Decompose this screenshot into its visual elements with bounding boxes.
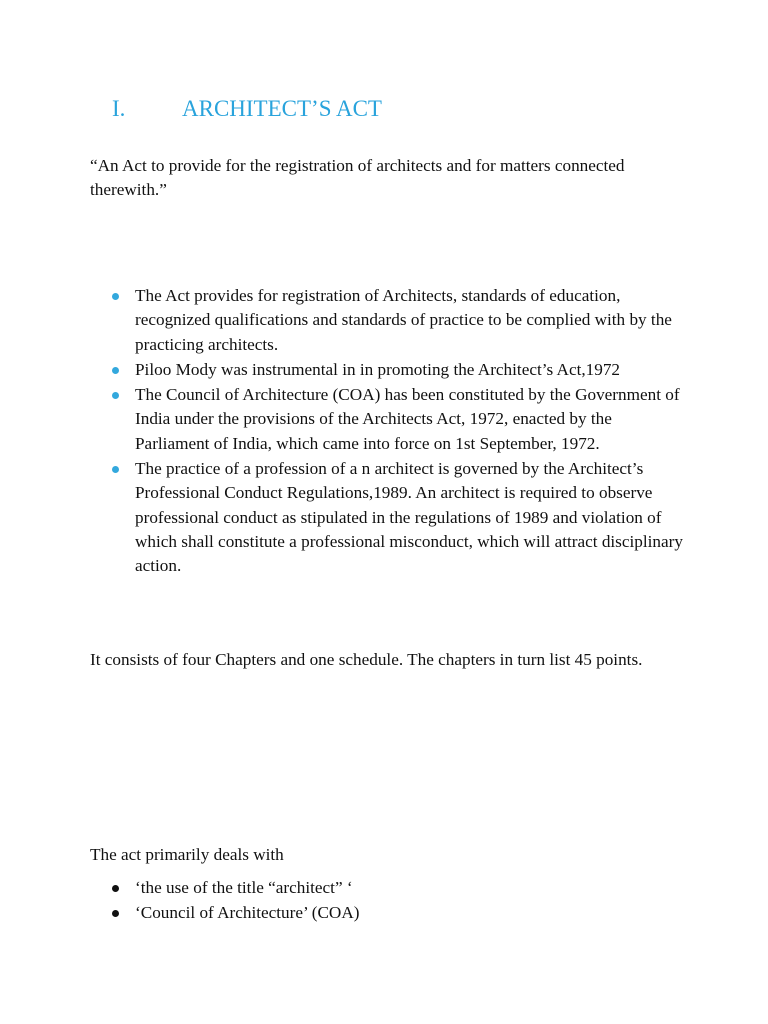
- list-item: [110, 901, 690, 925]
- list-item: [110, 284, 690, 357]
- list-item-text: ‘Council of Architecture’ (COA): [135, 903, 360, 923]
- list-item-text: ‘the use of the title “architect” ‘: [135, 878, 353, 897]
- section-heading: [112, 94, 382, 124]
- deals-intro-paragraph: The act primarily deals with: [90, 845, 284, 864]
- bullet-icon: [112, 392, 119, 399]
- list-item: [110, 876, 690, 900]
- act-preamble-quote: “An Act to provide for the registration of architects and for matters connected therewith.”: [90, 156, 625, 199]
- list-item-text: The Act provides for registration of Architects, standards of education, recognized qualifications and standards of practice to be complied with by the practicing architects.: [135, 286, 672, 354]
- bullet-icon: [112, 293, 119, 300]
- bullet-icon: [112, 367, 119, 374]
- list-item: [110, 358, 690, 382]
- list-item-text: The practice of a profession of a n architect is governed by the Architect’s Professional Conduct Regulations,1989. An architect is required to observe professional conduct as stipulated in the regulations of 1989 and violation of which shall constitute a professional misconduct, which will attract disciplinary action.: [135, 459, 683, 576]
- list-item: [110, 457, 690, 578]
- list-item-text: The Council of Architecture (COA) has been constituted by the Government of India under the provisions of the Architects Act, 1972, enacted by the Parliament of India, which came into force on 1st September, 1972.: [135, 385, 680, 453]
- section-title: ARCHITECT’S ACT: [182, 96, 382, 121]
- bullet-icon: [112, 885, 119, 892]
- list-item-text: Piloo Mody was instrumental in in promoting the Architect’s Act,1972: [135, 359, 621, 379]
- bullet-icon: [112, 466, 119, 473]
- act-structure-paragraph: It consists of four Chapters and one schedule. The chapters in turn list 45 points.: [90, 650, 643, 669]
- list-item: [110, 383, 690, 456]
- deals-with-list: [110, 876, 690, 927]
- bullet-icon: [112, 910, 119, 917]
- act-overview-list: [110, 284, 690, 580]
- section-number: I.: [112, 96, 126, 121]
